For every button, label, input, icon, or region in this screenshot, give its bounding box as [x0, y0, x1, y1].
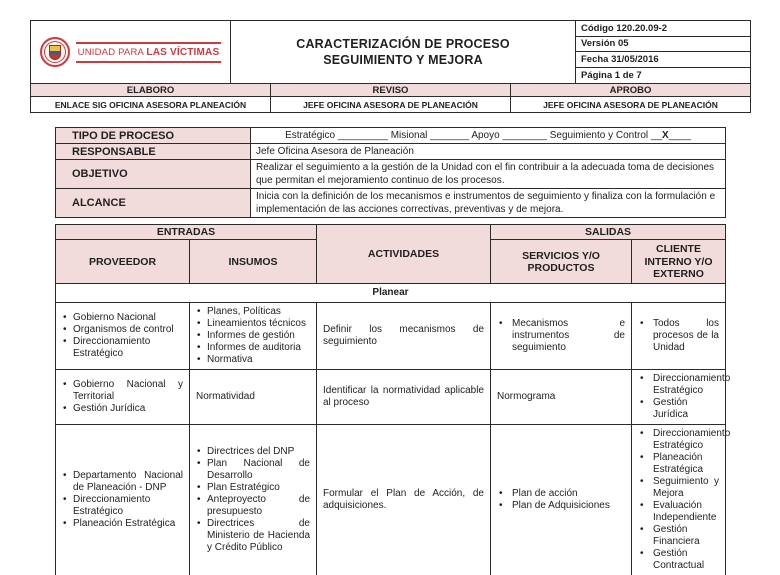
document-info-box: [576, 21, 751, 84]
proveedor-column-header: PROVEEDOR: [56, 240, 190, 284]
tipo-blank-before: __: [650, 130, 663, 141]
servicios-column-header: SERVICIOS Y/O PRODUCTOS: [491, 240, 632, 284]
list-item: • Direccionamiento Estratégico: [62, 336, 183, 360]
list-item: • Normativa: [196, 354, 310, 366]
cliente-cell: [632, 303, 726, 370]
insumo-text: Normatividad: [196, 391, 255, 403]
list-item: • Organismos de control: [62, 324, 183, 336]
actividad-text: Definir los mecanismos de seguimiento: [323, 324, 484, 348]
document-version: Versión 05: [576, 37, 750, 53]
proveedor-list: [62, 379, 183, 415]
insumos-cell: [190, 303, 317, 370]
logo-bottom-rule: [76, 61, 222, 63]
actividades-cell: [317, 370, 491, 425]
proveedor-list: [62, 312, 183, 360]
shield-icon: [49, 45, 61, 60]
table-row: [56, 425, 726, 575]
list-item: • Direccionamiento Estratégico: [62, 494, 183, 518]
servicio-text: Normograma: [497, 391, 556, 403]
actividades-cell: [317, 303, 491, 370]
list-item: • Planeación Estratégica: [638, 452, 719, 476]
servicios-cell: [491, 303, 632, 370]
logo-cell: [31, 21, 231, 84]
document-title: [231, 36, 575, 69]
insumos-list: [196, 306, 310, 366]
salidas-group-header: SALIDAS: [491, 225, 726, 240]
insumos-cell: [190, 425, 317, 575]
list-item: • Todos los procesos de la Unidad: [638, 318, 719, 354]
elaboro-value: ENLACE SIG OFICINA ASESORA PLANEACIÓN: [31, 97, 271, 113]
process-characterization-table: [55, 224, 731, 575]
insumos-cell: [190, 370, 317, 425]
reviso-header: REVISO: [271, 84, 511, 97]
list-item: • Direccionamiento Estratégico: [638, 428, 719, 452]
responsable-value: Jefe Oficina Asesora de Planeación: [251, 144, 726, 160]
tipo-options-text: Estratégico _________ Misional _______ Apoyo ________ Seguimiento y Control: [285, 130, 651, 141]
list-item: • Direccionamiento Estratégico: [638, 373, 719, 397]
aprobo-value: JEFE OFICINA ASESORA DE PLANEACIÓN: [511, 97, 751, 113]
logo-text-block: [76, 42, 222, 63]
document-date: Fecha 31/05/2016: [576, 52, 750, 68]
tipo-de-proceso-label: TIPO DE PROCESO: [56, 128, 251, 144]
proveedor-cell: [56, 425, 190, 575]
logo-wordmark: [76, 46, 222, 59]
servicios-cell: [491, 370, 632, 425]
servicios-list: [497, 488, 625, 512]
list-item: • Plan de acción: [497, 488, 625, 500]
insumos-list: [196, 446, 310, 554]
phase-planear-row: Planear: [56, 284, 726, 303]
document-header-table: [30, 20, 751, 113]
actividad-text: Formular el Plan de Acción, de adquisiciones.: [323, 488, 484, 512]
list-item: • Gestión Jurídica: [62, 403, 183, 415]
document-page-number: Página 1 de 7: [581, 69, 642, 81]
actividades-cell: [317, 425, 491, 575]
list-item: • Plan de Adquisiciones: [497, 500, 625, 512]
tipo-de-proceso-value: [251, 128, 726, 144]
proveedor-cell: [56, 370, 190, 425]
alcance-value: Inicia con la definición de los mecanismos e instrumentos de seguimiento y finaliza con la formulación e implementación de las acciones correctivas, preventivas y de mejora.: [251, 189, 726, 218]
colombia-coat-of-arms-icon: [40, 37, 70, 67]
logo-text-bold: LAS VÍCTIMAS: [146, 46, 220, 58]
cliente-cell: [632, 370, 731, 425]
servicios-list: [497, 318, 625, 354]
list-item: • Seguimiento y Mejora: [638, 476, 719, 500]
alcance-label: ALCANCE: [56, 189, 251, 218]
cliente-column-header: CLIENTE INTERNO Y/O EXTERNO: [632, 240, 726, 284]
list-item: • Mecanismos e instrumentos de seguimiento: [497, 318, 625, 354]
responsable-label: RESPONSABLE: [56, 144, 251, 160]
list-item: • Departamento Nacional de Planeación - DNP: [62, 470, 183, 494]
servicios-cell: [491, 425, 632, 575]
table-row: [56, 370, 726, 425]
list-item: • Anteproyecto de presupuesto: [196, 494, 310, 518]
list-item: • Gestión Jurídica: [638, 397, 719, 421]
objetivo-label: OBJETIVO: [56, 160, 251, 189]
document-title-line1: CARACTERIZACIÓN DE PROCESO: [296, 36, 510, 51]
cliente-cell: [632, 425, 731, 575]
document-title-line2: SEGUIMIENTO Y MEJORA: [323, 53, 483, 67]
tipo-blank-after: ____: [668, 130, 691, 141]
title-cell: [231, 21, 576, 84]
proveedor-list: [62, 470, 183, 530]
logo-text-regular: UNIDAD PARA: [77, 46, 144, 58]
cliente-list: [638, 318, 719, 354]
tipo-selected-mark: X: [662, 130, 669, 141]
aprobo-header: APROBO: [511, 84, 751, 97]
list-item: • Gestión Contractual: [638, 548, 719, 572]
list-item: • Directrices del DNP: [196, 446, 310, 458]
list-item: • Directrices de Ministerio de Hacienda y Crédito Público: [196, 518, 310, 554]
entradas-group-header: ENTRADAS: [56, 225, 317, 240]
cliente-list: [638, 428, 731, 572]
logo-top-rule: [76, 42, 222, 44]
list-item: • Gestión Financiera: [638, 524, 719, 548]
proveedor-cell: [56, 303, 190, 370]
list-item: • Plan Nacional de Desarrollo: [196, 458, 310, 482]
reviso-value: JEFE OFICINA ASESORA DE PLANEACIÓN: [271, 97, 511, 113]
list-item: • Plan Estratégico: [196, 482, 310, 494]
list-item: • Lineamientos técnicos: [196, 318, 310, 330]
list-item: • Gobierno Nacional: [62, 312, 183, 324]
table-row: [56, 303, 726, 370]
process-summary-table: [55, 127, 726, 218]
actividades-column-header: ACTIVIDADES: [317, 225, 491, 284]
list-item: • Evaluación Independiente: [638, 500, 719, 524]
elaboro-header: ELABORO: [31, 84, 271, 97]
list-item: • Informes de auditoria: [196, 342, 310, 354]
unidad-victimas-logo: [31, 37, 230, 67]
objetivo-value: Realizar el seguimiento a la gestión de la Unidad con el fin contribuir a la adecuada toma de decisiones que permitan el mejoramiento continuo de los procesos.: [251, 160, 726, 189]
list-item: • Gobierno Nacional y Territorial: [62, 379, 183, 403]
list-item: • Planeación Estratégica: [62, 518, 183, 530]
list-item: • Informes de gestión: [196, 330, 310, 342]
document-code: Código 120.20.09-2: [576, 21, 750, 37]
cliente-list: [638, 373, 731, 421]
list-item: • Planes, Políticas: [196, 306, 310, 318]
actividad-text: Identificar la normatividad aplicable al proceso: [323, 385, 484, 409]
insumos-column-header: INSUMOS: [190, 240, 317, 284]
